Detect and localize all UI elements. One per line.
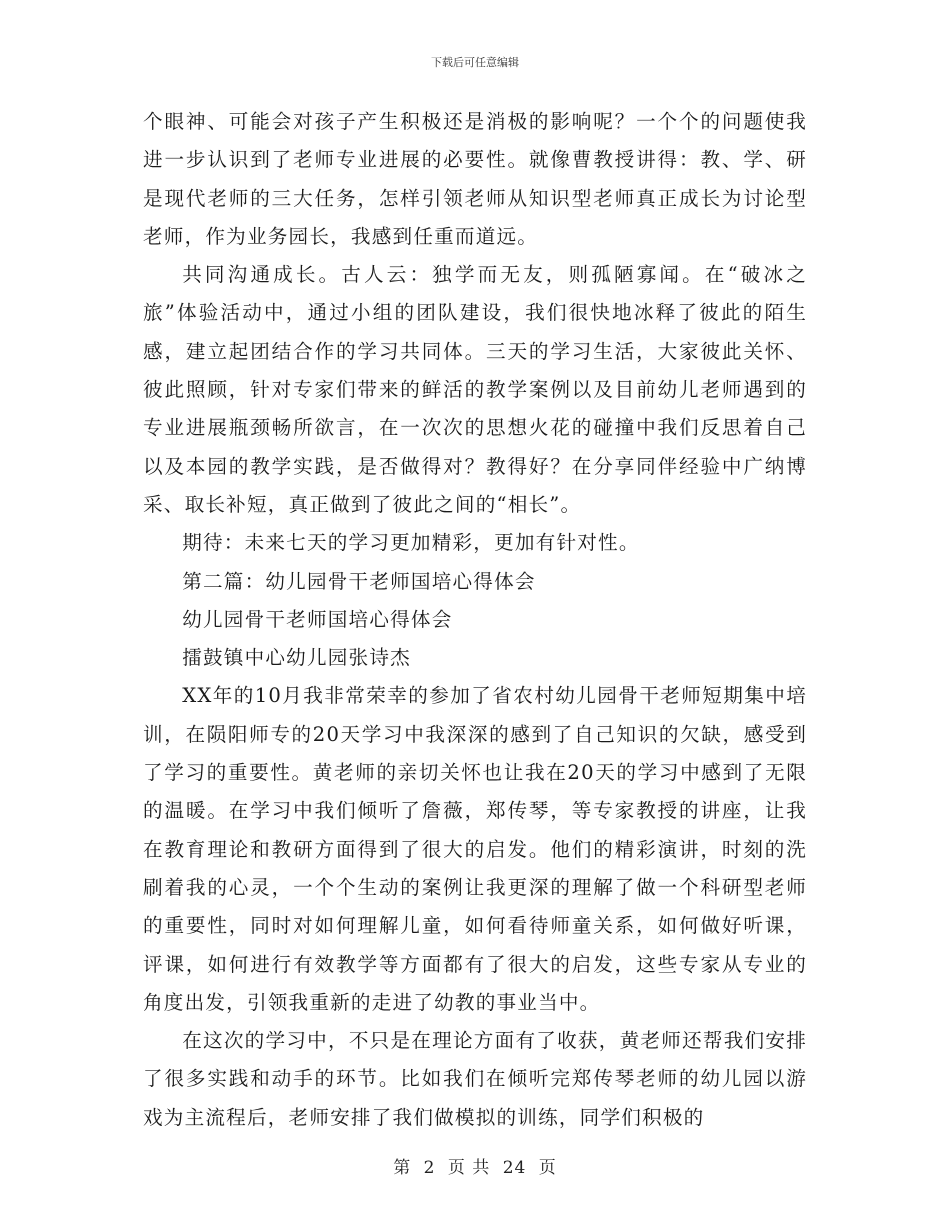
- footer-total-pages: 24: [502, 1158, 527, 1178]
- paragraph-8: 在这次的学习中，不只是在理论方面有了收获，黄老师还帮我们安排了很多实践和动手的环节。比如我们在倾听完郑传琴老师的幼儿园以游戏为主流程后，老师安排了我们做模拟的训练，同学们积极的: [143, 1029, 807, 1129]
- paragraph-2: 共同沟通成长。古人云：独学而无友，则孤陋寡闻。在“破冰之旅”体验活动中，通过小组的团队建设，我们很快地冰释了彼此的陌生感，建立起团结合作的学习共同体。三天的学习生活，大家彼此关怀、彼此照顾，针对专家们带来的鲜活的教学案例以及目前幼儿老师遇到的专业进展瓶颈畅所欲言，在一次次的思想火花的碰撞中我们反思着自己以及本园的教学实践，是否做得对？教得好？在分享同伴经验中广纳博采、取长补短，真正做到了彼此之间的“相长”。: [143, 263, 807, 516]
- author-line: 擂鼓镇中心幼儿园张诗杰: [182, 646, 411, 670]
- document-body: [143, 103, 807, 1137]
- article-title: 幼儿园骨干老师国培心得体会: [182, 607, 453, 631]
- page-header-note: 下载后可任意编辑: [431, 56, 519, 69]
- footer-prefix: 第: [393, 1158, 412, 1178]
- footer-middle: 页 共: [447, 1158, 491, 1178]
- footer-current-page: 2: [423, 1158, 436, 1178]
- page-footer: [0, 1153, 950, 1178]
- paragraph-1: 个眼神、可能会对孩子产生积极还是消极的影响呢？一个个的问题使我进一步认识到了老师专业进展的必要性。就像曹教授讲得：教、学、研是现代老师的三大任务，怎样引领老师从知识型老师真正成长为讨论型老师，作为业务园长，我感到任重而道远。: [143, 110, 807, 248]
- section-title: 第二篇：幼儿园骨干老师国培心得体会: [182, 569, 536, 593]
- paragraph-3: 期待：未来七天的学习更加精彩，更加有针对性。: [182, 531, 640, 555]
- footer-suffix: 页: [538, 1158, 557, 1178]
- paragraph-7: XX年的10月我非常荣幸的参加了省农村幼儿园骨干老师短期集中培训，在陨阳师专的20天学习中我深深的感到了自己知识的欠缺，感受到了学习的重要性。黄老师的亲切关怀也让我在20天的学习中感到了无限的温暖。在学习中我们倾听了詹薇，郑传琴，等专家教授的讲座，让我在教育理论和教研方面得到了很大的启发。他们的精彩演讲，时刻的洗刷着我的心灵，一个个生动的案例让我更深的理解了做一个科研型老师的重要性，同时对如何理解儿童，如何看待师童关系，如何做好听课，评课，如何进行有效教学等方面都有了很大的启发，这些专家从专业的角度出发，引领我重新的走进了幼教的事业当中。: [143, 684, 807, 1014]
